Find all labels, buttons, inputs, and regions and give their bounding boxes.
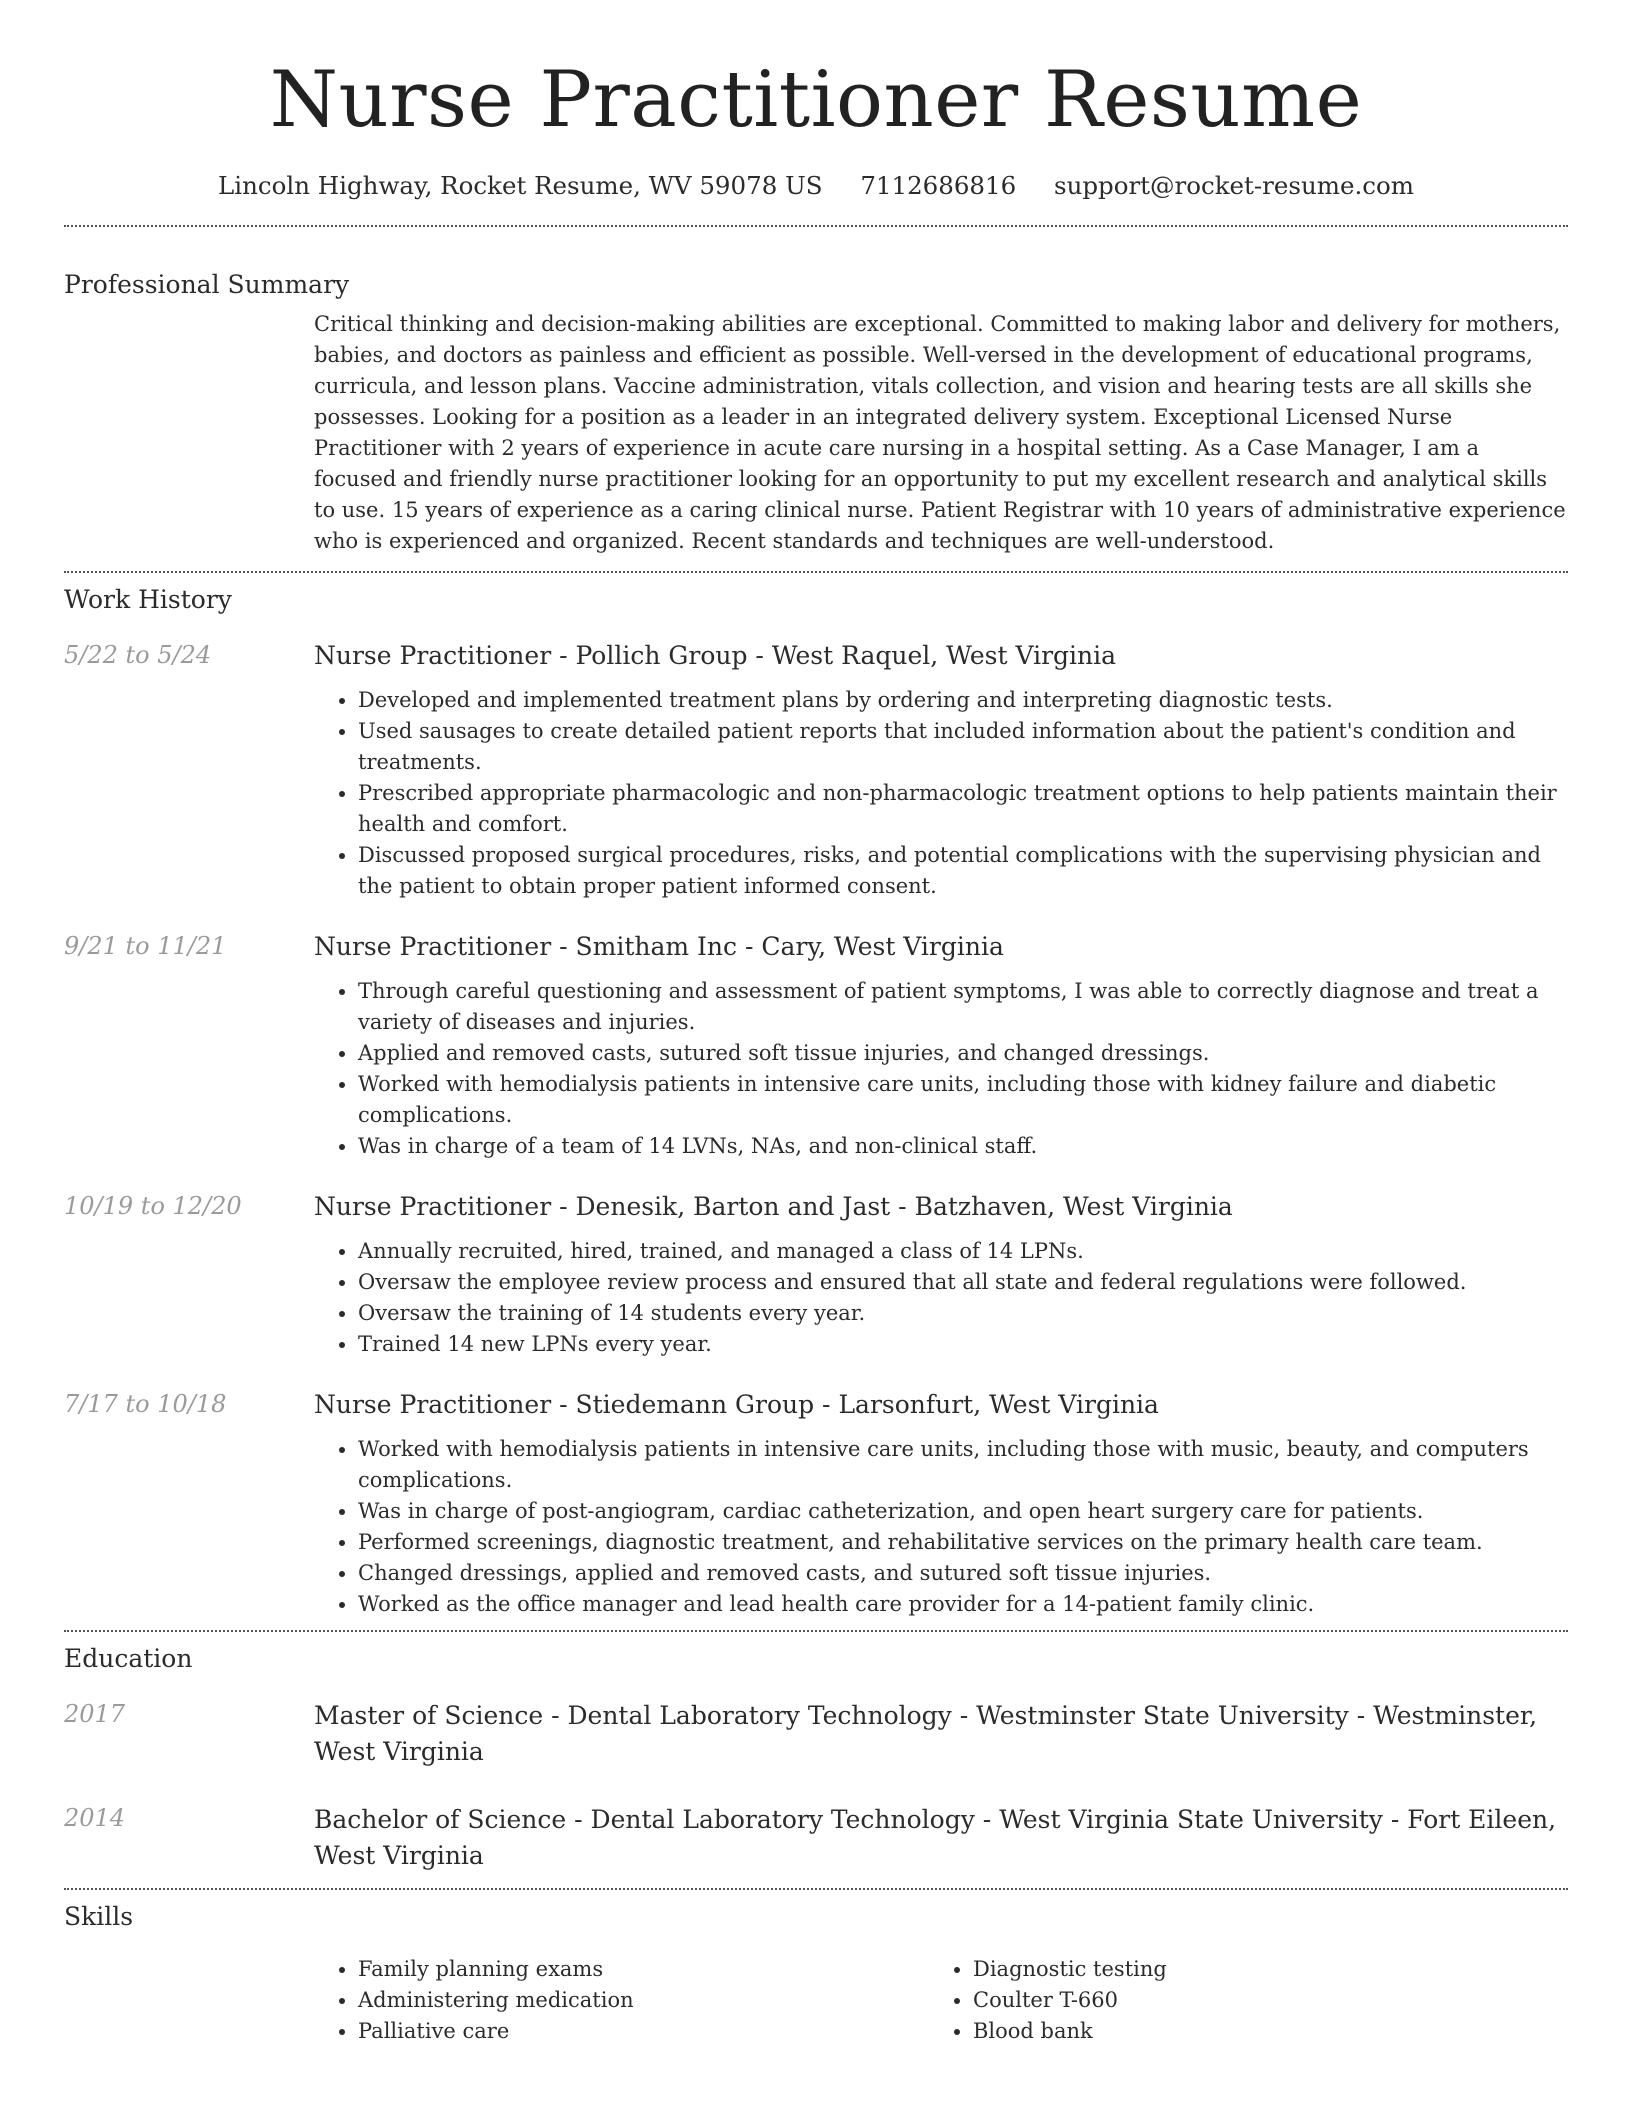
education-heading: Education — [64, 1644, 193, 1673]
skill-item: • Blood bank — [973, 2016, 1568, 2047]
job-bullet: • Developed and implemented treatment plans by ordering and interpreting diagnostic tests. — [358, 685, 1568, 716]
summary-text: Critical thinking and decision-making abilities are exceptional. Committed to making labor and delivery for mothers, babies, and doctors as painless and efficient as possible. Well-versed in the development of educational programs, curricula, and lesson plans. Vaccine administration, vitals collection, and vision and hearing tests are all skills she possesses. Looking for a position as a leader in an integrated delivery system. Exceptional Licensed Nurse Practitioner with 2 years of experience in acute care nursing in a hospital setting. As a Case Manager, I am a focused and friendly nurse practitioner looking for an opportunity to put my excellent research and analytical skills to use. 15 years of experience as a caring clinical nurse. Patient Registrar with 10 years of administrative experience who is experienced and organized. Recent standards and techniques are well-understood. — [314, 312, 1566, 553]
summary-heading: Professional Summary — [64, 270, 350, 299]
contact-line — [64, 168, 1568, 204]
job-bullet: • Worked with hemodialysis patients in intensive care units, including those with kidney failure and diabetic complications. — [358, 1069, 1568, 1131]
job-entry — [64, 1388, 1568, 1620]
job-bullet: • Discussed proposed surgical procedures, risks, and potential complications with the supervising physician and the patient to obtain proper patient informed consent. — [358, 840, 1568, 902]
job-title: Nurse Practitioner - Smitham Inc - Cary, West Virginia — [314, 932, 1004, 961]
skills-heading: Skills — [64, 1902, 134, 1931]
section-divider — [64, 571, 1568, 573]
job-bullet: • Oversaw the employee review process and ensured that all state and federal regulations were followed. — [358, 1267, 1568, 1298]
job-bullet: • Through careful questioning and assessment of patient symptoms, I was able to correctly diagnose and treat a variety of diseases and injuries. — [358, 976, 1568, 1038]
job-entry — [64, 930, 1568, 1162]
work-history-heading: Work History — [64, 585, 232, 614]
job-title: Nurse Practitioner - Stiedemann Group - Larsonfurt, West Virginia — [314, 1390, 1159, 1419]
skills-list-left — [314, 1954, 929, 2047]
job-dates: 10/19 to 12/20 — [64, 1192, 242, 1220]
contact-phone: 7112686816 — [860, 171, 1017, 200]
education-year: 2017 — [64, 1700, 126, 1728]
skill-item: • Diagnostic testing — [973, 1954, 1568, 1985]
job-bullets — [314, 1236, 1568, 1360]
job-bullet: • Annually recruited, hired, trained, and managed a class of 14 LPNs. — [358, 1236, 1568, 1267]
job-bullet: • Changed dressings, applied and removed casts, and sutured soft tissue injuries. — [358, 1558, 1568, 1589]
job-bullet: • Worked as the office manager and lead health care provider for a 14-patient family clinic. — [358, 1589, 1568, 1620]
skill-item: • Coulter T-660 — [973, 1985, 1568, 2016]
job-bullet: • Performed screenings, diagnostic treatment, and rehabilitative services on the primary health care team. — [358, 1527, 1568, 1558]
job-bullet: • Applied and removed casts, sutured soft tissue injuries, and changed dressings. — [358, 1038, 1568, 1069]
skills-list-right — [929, 1954, 1568, 2047]
skill-item: • Palliative care — [358, 2016, 929, 2047]
job-bullet: • Was in charge of a team of 14 LVNs, NAs, and non-clinical staff. — [358, 1131, 1568, 1162]
contact-address: Lincoln Highway, Rocket Resume, WV 59078 US — [218, 171, 823, 200]
contact-email: support@rocket-resume.com — [1054, 171, 1414, 200]
job-bullets — [314, 976, 1568, 1162]
work-history-section — [64, 583, 1568, 1620]
section-divider — [64, 1888, 1568, 1890]
job-title: Nurse Practitioner - Pollich Group - West Raquel, West Virginia — [314, 641, 1117, 670]
skill-item: • Family planning exams — [358, 1954, 929, 1985]
education-title: Bachelor of Science - Dental Laboratory Technology - West Virginia State University - Fort Eileen, West Virginia — [314, 1805, 1557, 1870]
job-entry — [64, 1190, 1568, 1360]
job-bullets — [314, 1434, 1568, 1620]
job-bullets — [314, 685, 1568, 902]
job-bullet: • Trained 14 new LPNs every year. — [358, 1329, 1568, 1360]
resume-title: Nurse Practitioner Resume — [269, 55, 1363, 145]
job-entry — [64, 639, 1568, 902]
job-bullet: • Was in charge of post-angiogram, cardiac catheterization, and open heart surgery care for patients. — [358, 1496, 1568, 1527]
job-title: Nurse Practitioner - Denesik, Barton and Jast - Batzhaven, West Virginia — [314, 1192, 1233, 1221]
job-bullet: • Worked with hemodialysis patients in intensive care units, including those with music, beauty, and computers complications. — [358, 1434, 1568, 1496]
job-bullet: • Used sausages to create detailed patient reports that included information about the patient's condition and treatments. — [358, 716, 1568, 778]
job-bullet: • Oversaw the training of 14 students every year. — [358, 1298, 1568, 1329]
section-divider — [64, 1630, 1568, 1632]
summary-section — [64, 268, 1568, 557]
education-title: Master of Science - Dental Laboratory Technology - Westminster State University - Westminster, West Virginia — [314, 1701, 1538, 1766]
job-bullet: • Prescribed appropriate pharmacologic and non-pharmacologic treatment options to help patients maintain their health and comfort. — [358, 778, 1568, 840]
job-dates: 9/21 to 11/21 — [64, 932, 227, 960]
job-dates: 5/22 to 5/24 — [64, 641, 212, 669]
education-entry — [64, 1802, 1568, 1874]
education-section — [64, 1642, 1568, 1874]
section-divider — [64, 225, 1568, 227]
job-dates: 7/17 to 10/18 — [64, 1390, 227, 1418]
education-entry — [64, 1698, 1568, 1770]
education-year: 2014 — [64, 1804, 126, 1832]
skills-section — [64, 1900, 1568, 2047]
skill-item: • Administering medication — [358, 1985, 929, 2016]
